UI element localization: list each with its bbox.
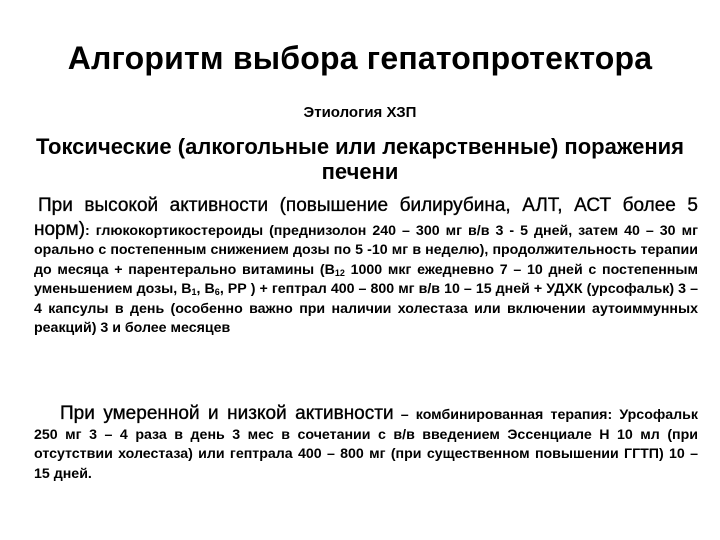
slide-title: Алгоритм выбора гепатопротектора bbox=[67, 40, 653, 76]
high-activity-text-b: 1000 мкг ежедневно 7 – 10 дней с постепенным уменьшением дозы, В bbox=[34, 261, 698, 297]
high-activity-text-a: : глюкокортикостероиды (преднизолон 240 – 300 мг в/в 3 - 5 дней, затем 40 – 30 мг орально с постепенным снижением дозы по 5 -10 мг в неделю), продолжительность терапии до месяца + парентерально витамины (В bbox=[34, 222, 698, 278]
toxic-lesions-heading: Токсические (алкогольные или лекарственные) поражения печени bbox=[35, 134, 685, 184]
etiology-subtitle: Этиология ХЗП bbox=[303, 104, 417, 121]
moderate-activity-text: – комбинированная терапия: Урсофальк 250 мг 3 – 4 раза в день 3 мес в сочетании с в/в введением Эссенциале Н 10 мл (при отсутствии холестаза) или гептрала 400 – 800 мг (при существенном повышении ГГТП) 10 – 15 дней. bbox=[34, 407, 698, 482]
high-activity-text-d: , РР ) + гептрал 400 – 800 мг в/в 10 – 15 дней + УДХК (урсофальк) 3 – 4 капсулы в день (особенно важно при наличии холестаза или включении аутоиммунных реакций) 3 и более месяцев bbox=[34, 281, 699, 336]
high-activity-lead: При высокой активности (повышение билирубина, АЛТ, АСТ более 5 норм) bbox=[34, 195, 698, 240]
high-activity-text-c: , В bbox=[196, 281, 215, 297]
b12-subscript: 12 bbox=[334, 267, 345, 278]
b1-subscript: 1 bbox=[191, 287, 197, 297]
b6-subscript: 6 bbox=[214, 287, 220, 297]
moderate-activity-lead: При умеренной и низкой активности bbox=[60, 403, 394, 424]
moderate-activity-paragraph bbox=[34, 402, 698, 484]
high-activity-paragraph bbox=[34, 194, 698, 339]
